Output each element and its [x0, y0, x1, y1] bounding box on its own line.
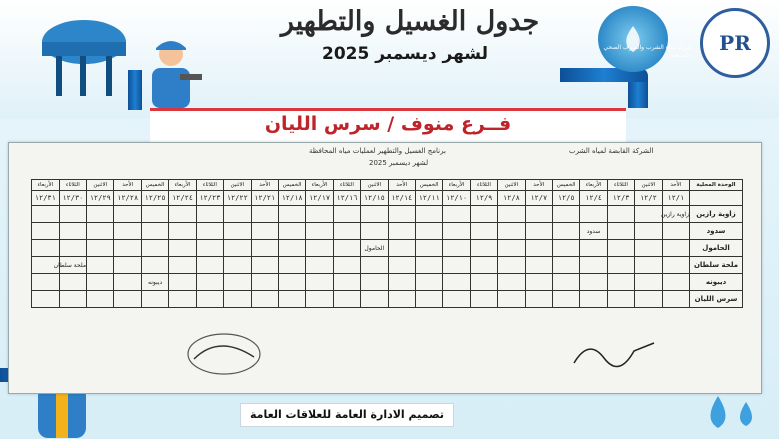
schedule-cell: زاوية رازين: [662, 206, 689, 223]
schedule-cell: [580, 257, 607, 274]
schedule-cell: [278, 274, 305, 291]
schedule-cell: [333, 274, 360, 291]
schedule-cell: [635, 257, 662, 274]
schedule-cell: [141, 291, 168, 308]
footer-credit: تصميم الادارة العامة للعلاقات العامة: [240, 403, 454, 427]
schedule-cell: [607, 206, 634, 223]
schedule-cell: [224, 206, 251, 223]
schedule-cell: [552, 257, 579, 274]
schedule-cell: [59, 291, 86, 308]
date-cell: ١٢/١٥: [361, 191, 388, 206]
schedule-cell: [306, 240, 333, 257]
date-cell: ١٢/٢١: [251, 191, 278, 206]
schedule-cell: [59, 240, 86, 257]
schedule-cell: [662, 291, 689, 308]
date-cell: ١٢/٢٣: [196, 191, 223, 206]
schedule-cell: [470, 257, 497, 274]
schedule-cell: [333, 291, 360, 308]
schedule-cell: [251, 240, 278, 257]
schedule-cell: [32, 240, 60, 257]
schedule-cell: [141, 240, 168, 257]
schedule-cell: [196, 257, 223, 274]
table-row: [32, 240, 743, 257]
schedule-cell: [662, 274, 689, 291]
schedule-cell: [552, 223, 579, 240]
schedule-cell: [580, 291, 607, 308]
schedule-cell: [87, 206, 114, 223]
schedule-cell: [580, 274, 607, 291]
schedule-cell: [361, 223, 388, 240]
schedule-cell: [388, 291, 415, 308]
day-name-cell: الخميس: [141, 180, 168, 191]
public-relations-logo-text: PR: [719, 31, 751, 55]
schedule-cell: [87, 240, 114, 257]
schedule-cell: [306, 274, 333, 291]
schedule-cell: ديبونه: [141, 274, 168, 291]
schedule-cell: [662, 240, 689, 257]
schedule-cell: [32, 223, 60, 240]
schedule-cell: [141, 257, 168, 274]
schedule-cell: [114, 223, 141, 240]
table-row: [32, 257, 743, 274]
row-village-name: الحامول: [690, 240, 743, 257]
water-company-logo: [598, 6, 668, 72]
schedule-cell: [59, 274, 86, 291]
schedule-cell: [415, 223, 442, 240]
date-cell: ١٢/٣: [607, 191, 634, 206]
table-row: [32, 206, 743, 223]
schedule-cell: [552, 206, 579, 223]
schedule-cell: [141, 223, 168, 240]
schedule-cell: [498, 274, 525, 291]
date-cell: ١٢/٤: [580, 191, 607, 206]
branch-title: فــرع منوف / سرس الليان: [264, 113, 512, 135]
schedule-cell: [498, 257, 525, 274]
schedule-cell: [635, 223, 662, 240]
schedule-cell: [114, 257, 141, 274]
date-cell: ١٢/٥: [552, 191, 579, 206]
table-row: [32, 223, 743, 240]
schedule-cell: [169, 223, 196, 240]
day-name-cell: الاثنين: [87, 180, 114, 191]
schedule-cell: [580, 240, 607, 257]
schedule-cell: [388, 223, 415, 240]
row-village-name: ديبونه: [690, 274, 743, 291]
schedule-cell: [141, 206, 168, 223]
schedule-cell: [278, 206, 305, 223]
row-village-name: سرس الليان: [690, 291, 743, 308]
schedule-cell: [306, 257, 333, 274]
schedule-cell: [415, 240, 442, 257]
date-cell: ١٢/٣١: [32, 191, 60, 206]
signature-stamp-left: [179, 329, 269, 379]
day-name-cell: الأربعاء: [306, 180, 333, 191]
row-village-name: سدود: [690, 223, 743, 240]
schedule-cell: [278, 291, 305, 308]
date-cell: ١٢/١٧: [306, 191, 333, 206]
schedule-cell: [470, 206, 497, 223]
schedule-cell: [224, 240, 251, 257]
schedule-cell: [388, 206, 415, 223]
date-cell: ١٢/١١: [415, 191, 442, 206]
day-name-cell: الأربعاء: [169, 180, 196, 191]
date-cell: ١٢/١٨: [278, 191, 305, 206]
date-cell: ١٢/٢٢: [224, 191, 251, 206]
schedule-cell: [525, 223, 552, 240]
day-name-cell: الخميس: [415, 180, 442, 191]
day-name-cell: الأربعاء: [443, 180, 470, 191]
schedule-cell: الحامول: [361, 240, 388, 257]
sheet-heading-left: الشركة القابضة لمياه الشرب: [569, 147, 654, 155]
schedule-cell: [59, 206, 86, 223]
schedule-cell: [196, 291, 223, 308]
day-name-cell: الثلاثاء: [607, 180, 634, 191]
schedule-cell: [333, 206, 360, 223]
schedule-cell: [361, 291, 388, 308]
date-cell: ١٢/٢٨: [114, 191, 141, 206]
day-name-cell: الثلاثاء: [196, 180, 223, 191]
schedule-cell: [114, 240, 141, 257]
schedule-cell: [607, 257, 634, 274]
table-row: [32, 274, 743, 291]
date-cell: ١٢/٧: [525, 191, 552, 206]
day-name-cell: الثلاثاء: [59, 180, 86, 191]
schedule-cell: [443, 274, 470, 291]
schedule-cell: [224, 223, 251, 240]
schedule-cell: [169, 240, 196, 257]
table-row: [32, 291, 743, 308]
first-column-header: الوحدة المحلية: [690, 180, 743, 191]
schedule-cell: [470, 274, 497, 291]
schedule-cell: [251, 257, 278, 274]
page-title: جدول الغسيل والتطهير: [280, 6, 540, 37]
day-name-cell: الأحد: [525, 180, 552, 191]
sheet-heading: برنامج الغسيل والتطهير لعمليات مياه المحافظة: [309, 147, 446, 155]
schedule-cell: [87, 223, 114, 240]
date-cell: ١٢/٢٩: [87, 191, 114, 206]
schedule-cell: [525, 291, 552, 308]
schedule-cell: [114, 206, 141, 223]
date-cell: ١٢/٩: [470, 191, 497, 206]
schedule-cell: [498, 240, 525, 257]
schedule-cell: [196, 223, 223, 240]
schedule-cell: [251, 291, 278, 308]
schedule-cell: [251, 206, 278, 223]
schedule-cell: [525, 257, 552, 274]
schedule-cell: [498, 291, 525, 308]
day-name-cell: الاثنين: [361, 180, 388, 191]
schedule-cell: [169, 274, 196, 291]
schedule-cell: [32, 291, 60, 308]
schedule-cell: [470, 240, 497, 257]
date-cell: ١٢/٨: [498, 191, 525, 206]
schedule-cell: [415, 274, 442, 291]
schedule-table: [31, 179, 743, 308]
schedule-cell: [169, 257, 196, 274]
schedule-cell: [224, 257, 251, 274]
row-village-name: ملحة سلطان: [690, 257, 743, 274]
date-cell: ١٢/١: [662, 191, 689, 206]
day-name-cell: الأحد: [388, 180, 415, 191]
schedule-cell: [114, 291, 141, 308]
day-name-cell: الأحد: [251, 180, 278, 191]
schedule-cell: [607, 274, 634, 291]
page-subtitle: لشهر ديسمبر 2025: [322, 44, 488, 64]
schedule-cell: [169, 291, 196, 308]
schedule-cell: [525, 274, 552, 291]
schedule-cell: [388, 274, 415, 291]
schedule-cell: [443, 291, 470, 308]
date-cell: ١٢/١٠: [443, 191, 470, 206]
schedule-cell: [525, 240, 552, 257]
day-name-cell: الثلاثاء: [470, 180, 497, 191]
day-name-cell: الأحد: [662, 180, 689, 191]
schedule-cell: [306, 291, 333, 308]
schedule-cell: [224, 274, 251, 291]
schedule-cell: [388, 240, 415, 257]
day-name-cell: الاثنين: [635, 180, 662, 191]
schedule-cell: [361, 257, 388, 274]
schedule-cell: [580, 206, 607, 223]
date-cell: ١٢/٢٥: [141, 191, 168, 206]
schedule-cell: [87, 257, 114, 274]
schedule-cell: [415, 291, 442, 308]
schedule-cell: [169, 206, 196, 223]
day-names-row: [32, 180, 743, 191]
schedule-cell: [361, 274, 388, 291]
schedule-cell: [635, 291, 662, 308]
water-drops-icon: [700, 392, 770, 436]
schedule-cell: [635, 240, 662, 257]
date-cell: ١٢/٢: [635, 191, 662, 206]
schedule-cell: [415, 206, 442, 223]
schedule-cell: [498, 206, 525, 223]
schedule-cell: [278, 257, 305, 274]
schedule-cell: [635, 274, 662, 291]
schedule-cell: [306, 206, 333, 223]
schedule-cell: [443, 257, 470, 274]
schedule-cell: [278, 240, 305, 257]
schedule-cell: [525, 206, 552, 223]
schedule-cell: [607, 291, 634, 308]
schedule-cell: [443, 223, 470, 240]
signature-right: [569, 333, 659, 373]
schedule-cell: [32, 206, 60, 223]
schedule-cell: [114, 274, 141, 291]
schedule-cell: [32, 274, 60, 291]
schedule-cell: [470, 223, 497, 240]
schedule-cell: [443, 240, 470, 257]
worker-plumber-icon: [136, 36, 206, 116]
schedule-cell: [607, 240, 634, 257]
day-name-cell: الأربعاء: [32, 180, 60, 191]
date-cell: ١٢/٢٤: [169, 191, 196, 206]
dates-row-head: [690, 191, 743, 206]
schedule-cell: [59, 223, 86, 240]
schedule-cell: [87, 291, 114, 308]
schedule-cell: [443, 206, 470, 223]
water-tank-icon: [34, 12, 134, 102]
schedule-cell: [306, 223, 333, 240]
date-cell: ١٢/١٤: [388, 191, 415, 206]
day-name-cell: الاثنين: [498, 180, 525, 191]
day-name-cell: الخميس: [552, 180, 579, 191]
schedule-cell: [251, 223, 278, 240]
day-name-cell: الثلاثاء: [333, 180, 360, 191]
schedule-cell: [635, 206, 662, 223]
public-relations-logo: [700, 8, 770, 78]
schedule-cell: [333, 240, 360, 257]
schedule-cell: [196, 206, 223, 223]
schedule-cell: [415, 257, 442, 274]
schedule-cell: [552, 291, 579, 308]
schedule-cell: [552, 240, 579, 257]
day-name-cell: الأحد: [114, 180, 141, 191]
water-company-logo-text: شركة مياه الشرب والصرف الصحي بالمنوفية: [603, 44, 692, 59]
schedule-cell: [251, 274, 278, 291]
schedule-cell: ملحة سلطان: [59, 257, 86, 274]
schedule-cell: [662, 257, 689, 274]
day-name-cell: الخميس: [278, 180, 305, 191]
schedule-cell: [196, 274, 223, 291]
schedule-cell: [224, 291, 251, 308]
schedule-cell: [552, 274, 579, 291]
schedule-cell: [333, 223, 360, 240]
schedule-cell: [333, 257, 360, 274]
sheet-subheading: لشهر ديسمبر 2025: [369, 159, 429, 167]
schedule-cell: [470, 291, 497, 308]
schedule-cell: [278, 223, 305, 240]
schedule-cell: [388, 257, 415, 274]
day-name-cell: الأربعاء: [580, 180, 607, 191]
schedule-cell: [361, 206, 388, 223]
row-village-name: زاوية رازين: [690, 206, 743, 223]
date-cell: ١٢/١٦: [333, 191, 360, 206]
schedule-cell: [196, 240, 223, 257]
schedule-cell: [607, 223, 634, 240]
schedule-sheet: [8, 142, 762, 394]
date-cell: ١٢/٣٠: [59, 191, 86, 206]
schedule-cell: [662, 223, 689, 240]
day-name-cell: الاثنين: [224, 180, 251, 191]
schedule-cell: [498, 223, 525, 240]
dates-row: [32, 191, 743, 206]
schedule-cell: سدود: [580, 223, 607, 240]
schedule-cell: [87, 274, 114, 291]
